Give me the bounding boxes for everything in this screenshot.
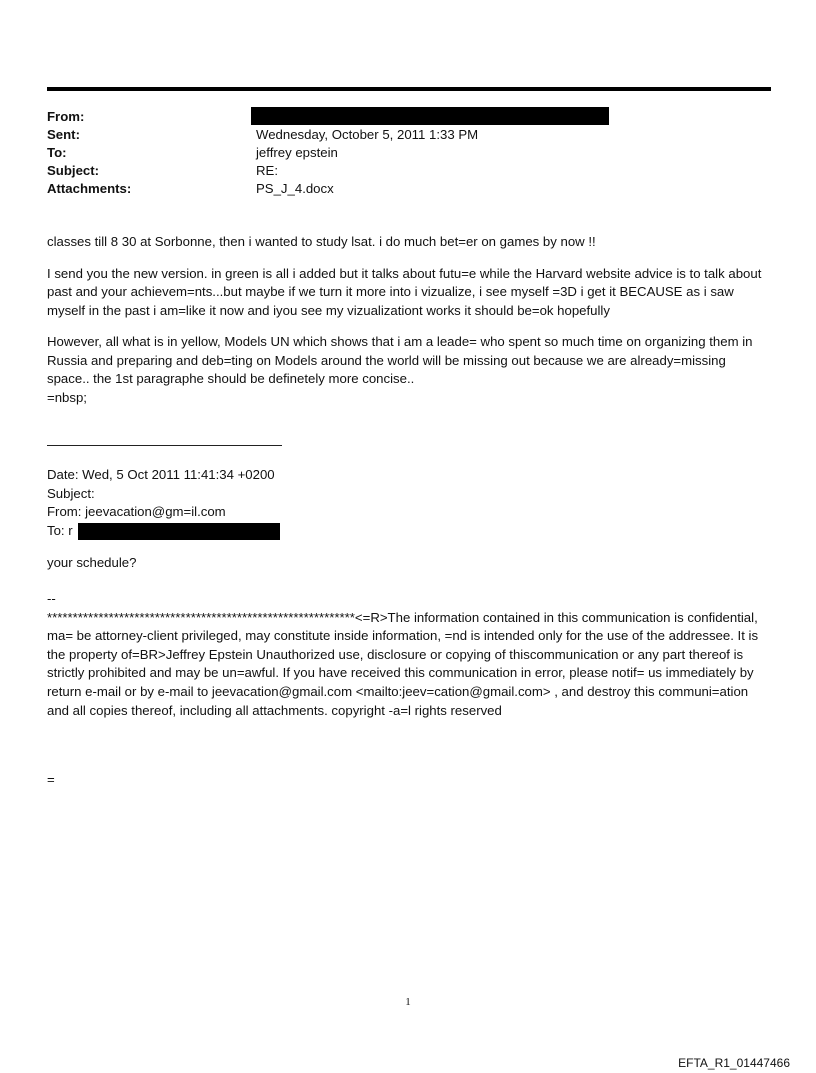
- attachments-row: [47, 180, 747, 198]
- email-header: [47, 108, 747, 198]
- sent-value: Wednesday, October 5, 2011 1:33 PM: [256, 127, 479, 142]
- forwarded-header: [47, 466, 767, 573]
- redaction-box: [251, 107, 609, 125]
- sent-row: [47, 126, 747, 144]
- trailer-equals: =: [47, 772, 55, 787]
- to-row: [47, 144, 747, 162]
- attachments-label: Attachments:: [47, 181, 132, 196]
- attachment-filename[interactable]: PS_J_4.docx: [256, 181, 334, 196]
- disclaimer-dashes: --: [47, 591, 56, 606]
- forwarded-from: From: jeevacation@gm=il.com: [47, 504, 226, 519]
- disclaimer: [47, 590, 772, 720]
- redaction-box: [78, 523, 280, 540]
- disclaimer-text: ************************************************************<=R>The information contained in this communication is confidential, ma= be attorney-client privileged, may constitute inside information, =nd is intended only for the use of the addressee. It is the property of=BR>Jeffrey Epstein Unauthorized use, disclosure or copying of thiscommunication or any part thereof is strictly prohibited and may be un=awful. If you have received this communication in error, please notif= us immediately by return e-mail or by e-mail to jeevacation@gmail.com <mailto:jeev=cation@gmail.com> , and destroy this communi=ation and all copies thereof, including all attachments. copyright -a=l rights reserved: [47, 609, 759, 718]
- subject-label: Subject:: [47, 163, 100, 178]
- forwarded-to: [47, 522, 767, 541]
- forwarded-to-label: To: r: [47, 522, 73, 538]
- body-paragraph: I send you the new version. in green is all i added but it talks about futu=e while the Harvard website advice is to talk about past and your achievem=nts...but maybe if we turn it more into i vizualize, i see myself =3D i get it BECAUSE as i saw myself in the past i am=like it now and iyou see my vizualizationt works it should be=ok hopefully: [47, 265, 762, 318]
- to-label: To:: [47, 145, 67, 160]
- to-value: jeffrey epstein: [256, 145, 338, 160]
- subject-value: RE:: [256, 163, 278, 178]
- body-paragraph: However, all what is in yellow, Models UN which shows that i am a leade= who spent so much time on organizing them in Russia and preparing and deb=ting on Models around the world will be missing out because we are already=missing space.. the 1st paragraphe should be definetely more concise..: [47, 334, 753, 386]
- from-label: From:: [47, 109, 85, 124]
- page-number: 1: [405, 996, 411, 1008]
- sent-label: Sent:: [47, 127, 80, 142]
- subject-row: [47, 162, 747, 180]
- email-body: [47, 233, 767, 407]
- body-paragraph: classes till 8 30 at Sorbonne, then i wanted to study lsat. i do much bet=er on games by now !!: [47, 234, 596, 249]
- forwarded-subject: Subject:: [47, 485, 95, 501]
- bates-number: EFTA_R1_01447466: [678, 1056, 790, 1070]
- forwarded-message: your schedule?: [47, 555, 137, 570]
- from-row: [47, 108, 747, 126]
- forwarded-date: Date: Wed, 5 Oct 2011 11:41:34 +0200: [47, 467, 275, 482]
- top-rule: [47, 87, 771, 91]
- separator-line: [47, 445, 282, 446]
- body-paragraph-tail: =nbsp;: [47, 389, 87, 405]
